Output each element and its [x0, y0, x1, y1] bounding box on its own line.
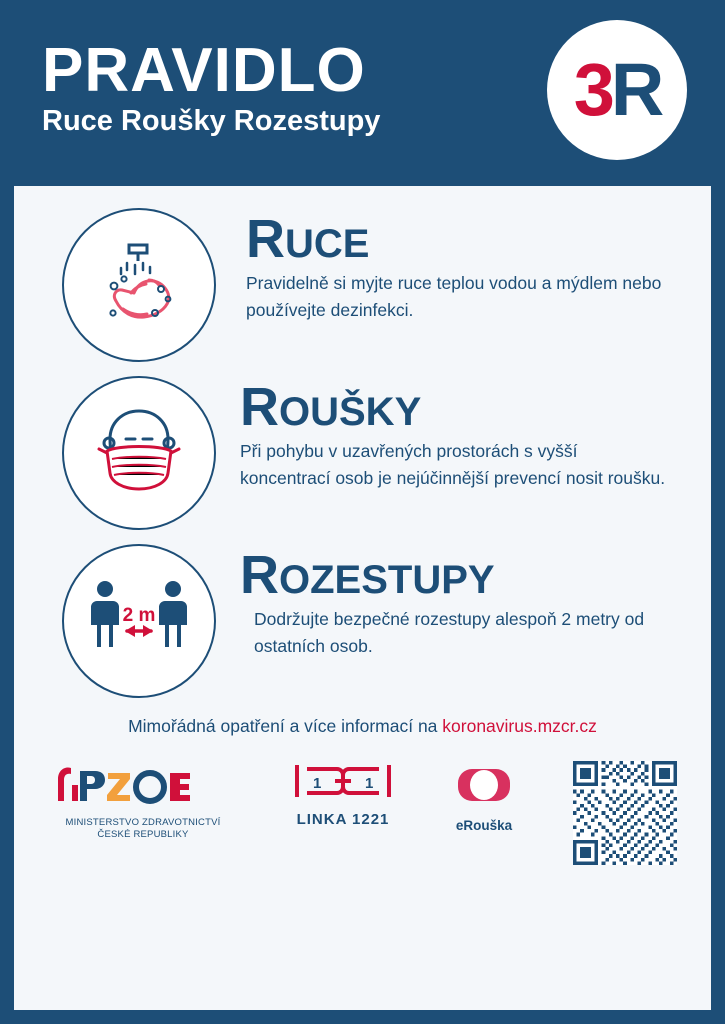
- rule-heading-rousky: [240, 377, 671, 437]
- erouska-logo: [454, 761, 514, 814]
- rule-heading-cap: R: [240, 377, 279, 437]
- linka-block: [291, 761, 395, 828]
- rule-heading-rest: OZESTUPY: [279, 558, 495, 602]
- page-title: PRAVIDLO: [42, 36, 366, 106]
- rule-heading-cap: R: [240, 545, 279, 605]
- face-mask-icon: [62, 376, 216, 530]
- rule-body-rousky: [234, 376, 671, 492]
- rule-body-rozestupy: [234, 544, 671, 660]
- poster-body: [14, 186, 711, 1010]
- logo-3r-digit: 3: [573, 48, 611, 131]
- erouska-caption: eRouška: [455, 818, 513, 833]
- rule-text-rozestupy: Dodržujte bezpečné rozestupy alespoň 2 metry od ostatních osob.: [254, 609, 645, 657]
- rules-list: [14, 186, 711, 698]
- linka-caption: LINKA 1221: [296, 811, 390, 828]
- ministry-caption-line1: MINISTERSTVO ZDRAVOTNICTVÍ: [65, 817, 221, 828]
- logo-3r-letter: R: [610, 48, 661, 131]
- rule-heading-rest: OUŠKY: [279, 390, 422, 434]
- page-subtitle: Ruce Roušky Rozestupy: [42, 104, 381, 137]
- ministry-caption: [54, 817, 232, 842]
- rule-body-ruce: [234, 208, 671, 324]
- ministry-caption-line2: ČESKÉ REPUBLIKY: [97, 829, 189, 841]
- rule-heading-rest: UCE: [285, 222, 370, 266]
- rule-heading-ruce: [246, 209, 671, 269]
- poster-header: [0, 0, 725, 180]
- footer-logos: [14, 737, 711, 865]
- linka-1221-logo: [291, 761, 395, 808]
- rule-item-ruce: [14, 208, 711, 362]
- distance-label: 2 m: [122, 605, 156, 626]
- rule-item-rousky: [14, 376, 711, 530]
- info-line: [14, 716, 711, 737]
- ministry-logo: [54, 761, 232, 812]
- rule-text-ruce: Pravidelně si myjte ruce teplou vodou a mýdlem nebo používejte dezinfekci.: [246, 273, 662, 321]
- rule-item-rozestupy: [14, 544, 711, 698]
- social-distance-icon: [62, 544, 216, 698]
- info-line-link[interactable]: koronavirus.mzcr.cz: [442, 716, 597, 736]
- handwash-icon: [62, 208, 216, 362]
- svg-text:1: 1: [365, 775, 374, 792]
- rule-text-rousky: Při pohybu v uzavřených prostorách s vyšší koncentrací osob je nejúčinnější prevencí nosit roušku.: [240, 441, 666, 489]
- header-text-block: [42, 36, 547, 138]
- logo-3r: [547, 20, 687, 160]
- ministry-block: [54, 761, 232, 842]
- svg-text:1: 1: [313, 775, 322, 792]
- rule-heading-rozestupy: [240, 545, 671, 605]
- info-line-text: Mimořádná opatření a více informací na: [128, 716, 443, 736]
- rule-heading-cap: R: [246, 209, 285, 269]
- erouska-block: [454, 761, 514, 833]
- qr-code[interactable]: [573, 761, 677, 865]
- qr-block: [573, 761, 677, 865]
